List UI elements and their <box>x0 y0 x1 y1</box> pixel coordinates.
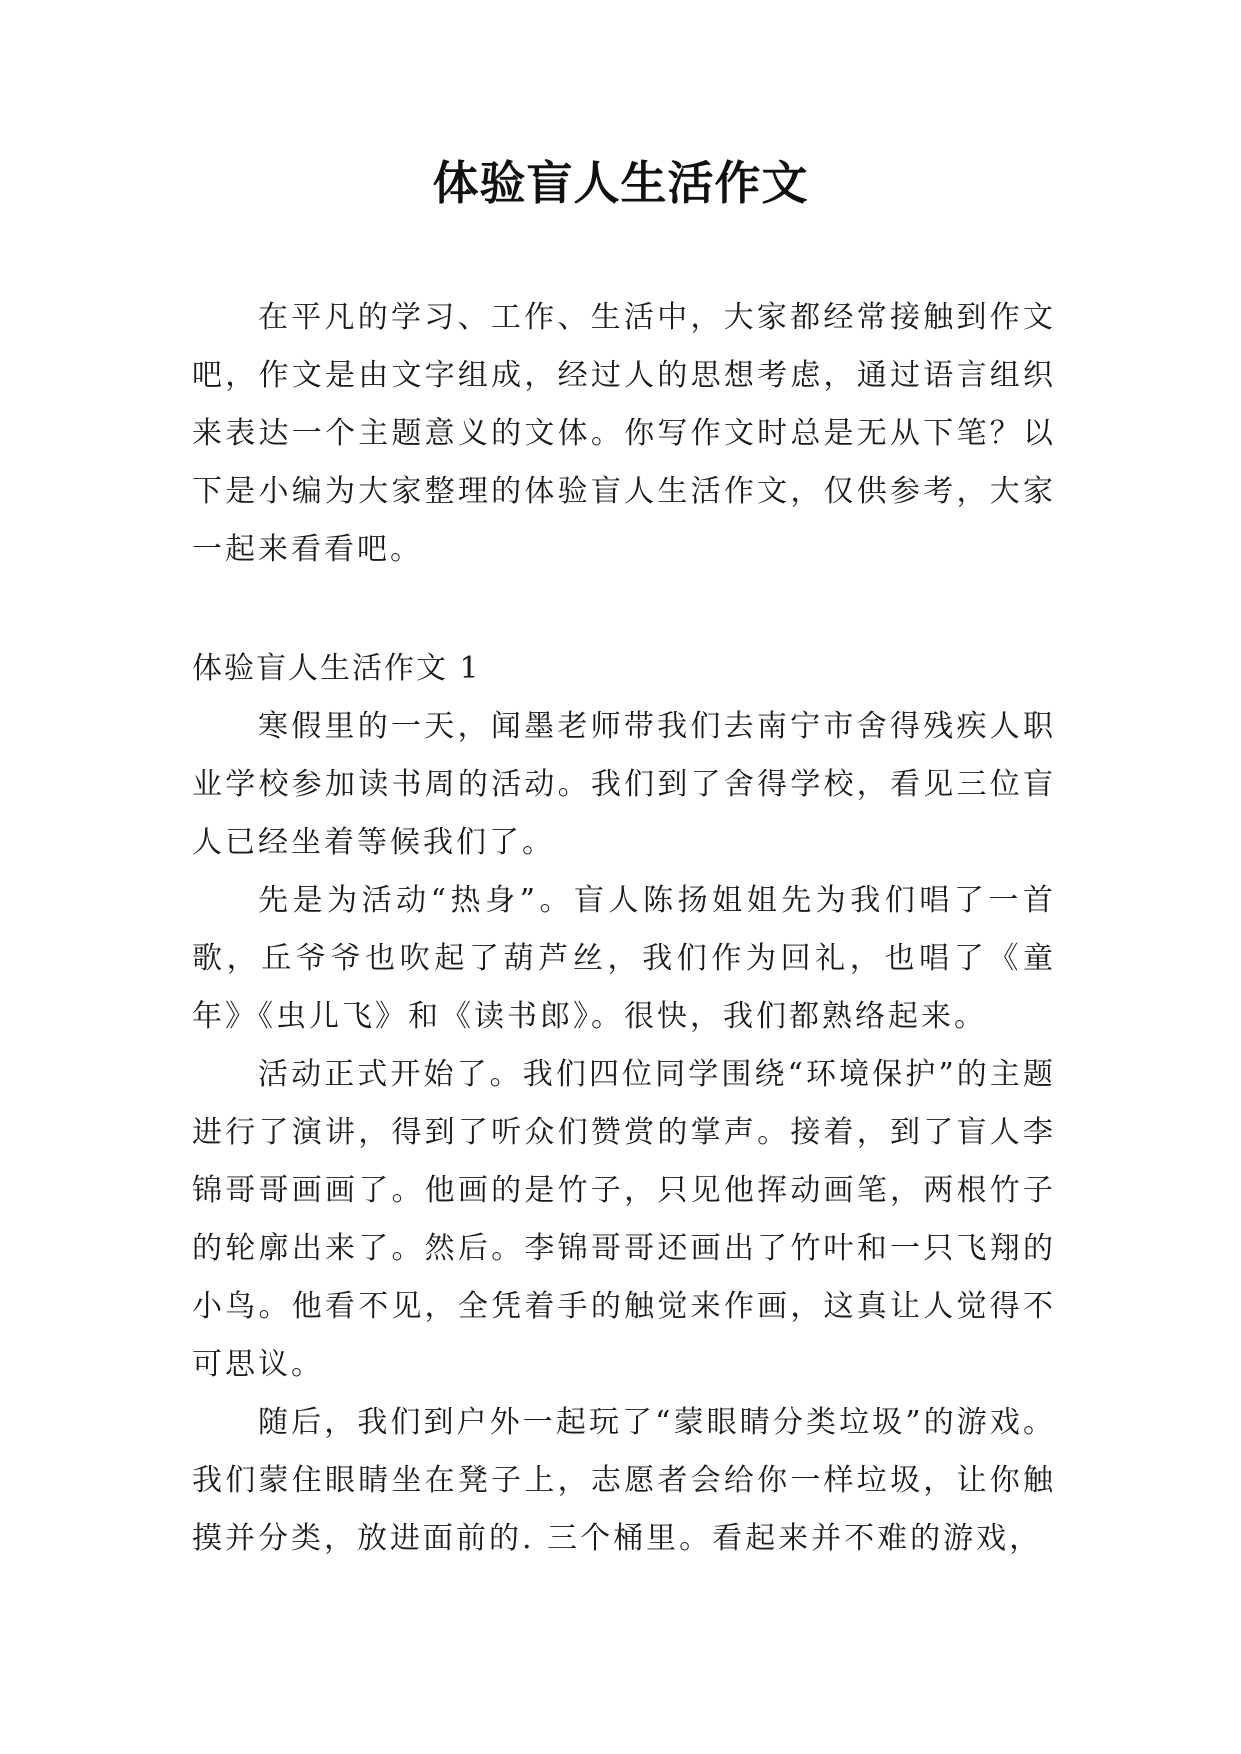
essay-body <box>192 698 1056 1568</box>
essay-paragraph: 活动正式开始了。我们四位同学围绕“环境保护”的主题进行了演讲，得到了听众们赞赏的掌声。接着，到了盲人李锦哥哥画画了。他画的是竹子，只见他挥动画笔，两根竹子的轮廓出来了。然后。李锦哥哥还画出了竹叶和一只飞翔的小鸟。他看不见，全凭着手的触觉来作画，这真让人觉得不可思议。 <box>192 1057 1056 1382</box>
essay-paragraph: 先是为活动“热身”。盲人陈扬姐姐先为我们唱了一首歌，丘爷爷也吹起了葫芦丝，我们作为回礼，也唱了《童年》《虫儿飞》和《读书郎》。很快，我们都熟络起来。 <box>192 883 1056 1034</box>
essay-paragraph: 随后，我们到户外一起玩了“蒙眼睛分类垃圾”的游戏。我们蒙住眼睛坐在凳子上，志愿者会给你一样垃圾，让你触摸并分类，放进面前的. 三个桶里。看起来并不难的游戏， <box>192 1405 1056 1556</box>
intro-paragraph: 在平凡的学习、工作、生活中，大家都经常接触到作文吧，作文是由文字组成，经过人的思想考虑，通过语言组织来表达一个主题意义的文体。你写作文时总是无从下笔？以下是小编为大家整理的体验盲人生活作文，仅供参考，大家一起来看看吧。 <box>192 300 1056 567</box>
intro-section <box>192 289 1056 579</box>
section-heading: 体验盲人生活作文 1 <box>192 651 481 686</box>
essay-paragraph: 寒假里的一天，闻墨老师带我们去南宁市舍得残疾人职业学校参加读书周的活动。我们到了舍得学校，看见三位盲人已经坐着等候我们了。 <box>192 709 1056 860</box>
document-title: 体验盲人生活作文 <box>432 156 809 210</box>
